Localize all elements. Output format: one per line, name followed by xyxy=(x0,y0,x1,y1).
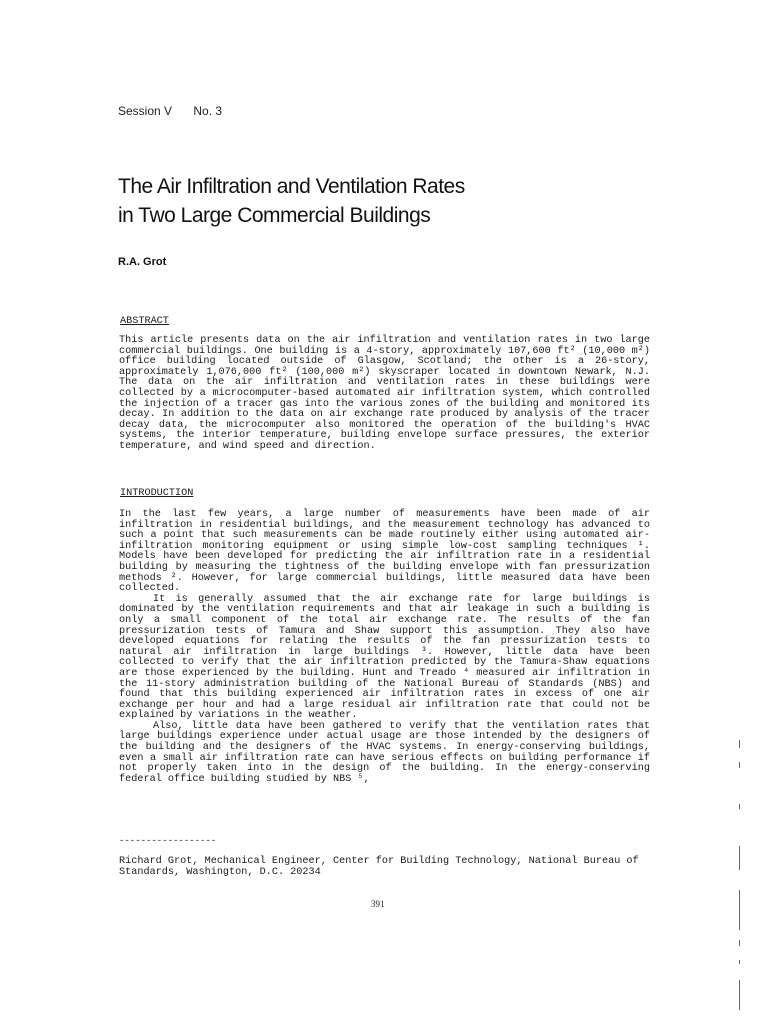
introduction-body xyxy=(119,510,650,785)
abstract-heading: ABSTRACT xyxy=(120,316,169,327)
intro-paragraph-2: It is generally assumed that the air exchange rate for large buildings is dominated by the ventilation requirements and that air leakage in such a building is only a small component of the total air exchange rate. The results of the fan pressurization tests of Tamura and Shaw support this assumption. They also have developed equations for relating the results of the fan pressurization tests to natural air infiltration in large buildings ³. However, little data have been collected to verify that the air infiltration predicted by the Tamura-Shaw equations are those experienced by the building. Hunt and Treado ⁴ measured air infiltration in the 11-story administration building of the National Bureau of Standards (NBS) and found that this building experienced air infiltration rates in excess of one air exchange per hour and had a large residual air infiltration rate that could not be explained by variations in the weather. xyxy=(119,593,650,722)
session-number: No. 3 xyxy=(193,104,223,118)
page-number: 391 xyxy=(371,899,385,909)
introduction-heading: INTRODUCTION xyxy=(120,488,194,499)
author-footnote: Richard Grot, Mechanical Engineer, Center for Building Technology, National Bureau of Standards, Washington, D.C. 20234 xyxy=(119,856,639,878)
intro-paragraph-1: In the last few years, a large number of measurements have been made of air infiltration in residential buildings, and the measurement technology has advanced to such a point that such measurements can be made routinely either using automated air-infiltration monitoring equipment or using simple low-cost sampling techniques ¹. Models have been developed for predicting the air infiltration rate in a residential building by measuring the tightness of the building envelope with fan pressurization methods ². However, for large commercial buildings, little measured data have been collected. xyxy=(119,509,650,595)
session-label: Session V xyxy=(118,104,173,118)
title-line-1: The Air Infiltration and Ventilation Rates xyxy=(118,175,465,198)
scan-margin-marks xyxy=(737,740,743,1020)
author-name: R.A. Grot xyxy=(118,256,167,268)
footnote-rule: ------------------ xyxy=(119,836,217,846)
abstract-text: This article presents data on the air infiltration and ventilation rates in two large commercial buildings. One building is a 4-story, approximately 107,600 ft² (10,000 m²) office building located outside of Glasgow, Scotland; the other is a 26-story, approximately 1,076,000 ft² (100,000 m²) skyscraper located in downtown Newark, N.J. The data on the air infiltration and ventilation rates in these buildings were collected by a microcomputer-based automated air infiltration system, which controlled the injection of a tracer gas into the various zones of the building and monitored its decay. In addition to the data on air exchange rate produced by analysis of the tracer decay data, the microcomputer also monitored the operation of the building's HVAC systems, the interior temperature, building envelope surface pressures, the exterior temperature, and wind speed and direction. xyxy=(119,335,650,452)
session-header xyxy=(118,104,222,118)
paper-title xyxy=(118,172,678,230)
intro-paragraph-3: Also, little data have been gathered to verify that the ventilation rates that large buildings experience under actual usage are those intended by the designers of the building and the designers of the HVAC systems. In energy-conserving buildings, even a small air infiltration rate can have serious effects on building performance if not properly taken into in the design of the building. In the energy-conserving federal office building studied by NBS ⁵, xyxy=(119,720,650,785)
title-line-2: in Two Large Commercial Buildings xyxy=(118,204,431,227)
